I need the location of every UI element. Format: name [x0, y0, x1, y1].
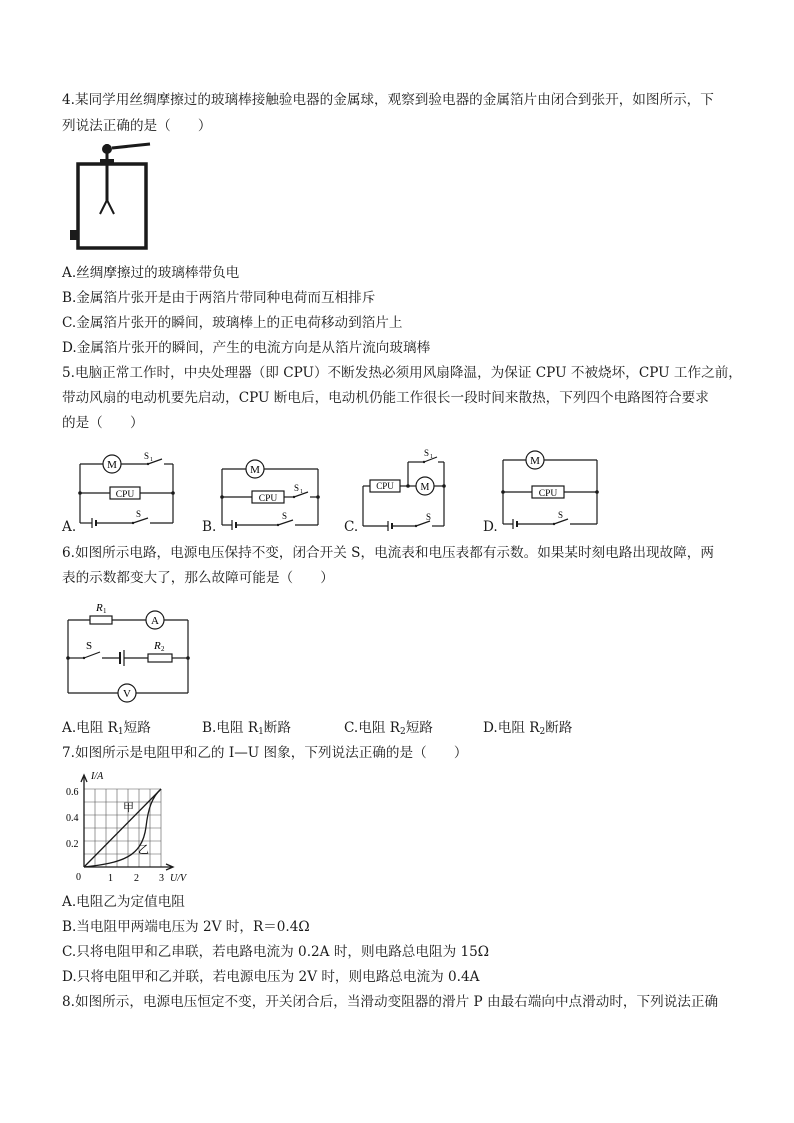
- x-tick-1: 1: [108, 873, 113, 884]
- motor-label: M: [420, 482, 430, 493]
- r2-subscript: 2: [161, 645, 165, 653]
- cpu-label: CPU: [376, 481, 394, 491]
- switch-s-label: S: [136, 509, 142, 519]
- y-axis-label: I/A: [91, 771, 104, 782]
- q5-option-a-label: A.: [62, 519, 77, 535]
- x-tick-3: 3: [159, 873, 164, 884]
- circuit-d: [500, 444, 602, 534]
- q4-option-a: A.丝绸摩擦过的玻璃棒带负电: [62, 265, 240, 281]
- q8-stem-line1: 8.如图所示，电源电压恒定不变，开关闭合后，当滑动变阻器的滑片 P 由最右端向中点滑动时，下列说法正确: [62, 994, 719, 1010]
- switch-s1-label: S: [424, 448, 430, 458]
- q7-option-d: D.只将电阻甲和乙并联，若电源电压为 2V 时，则电路总电流为 0.4A: [62, 969, 480, 985]
- q5-stem-line2: 带动风扇的电动机要先启动，CPU 断电后，电动机仍能工作很长一段时间来散热，下列四个电路图符合要求: [62, 390, 709, 406]
- q4-option-b: B.金属箔片张开是由于两箔片带同种电荷而互相排斥: [62, 290, 376, 306]
- switch-s1-label: S: [144, 451, 150, 461]
- switch-s1-label: S: [294, 483, 300, 493]
- label-yi: 乙: [138, 843, 149, 856]
- electroscope-figure: [66, 140, 156, 255]
- q5-option-c-label: C.: [344, 519, 359, 535]
- circuit-q6: [62, 598, 197, 708]
- q6-stem-line2: 表的示数都变大了，那么故障可能是（ ）: [62, 570, 334, 586]
- q6-stem-line1: 6.如图所示电路，电源电压保持不变，闭合开关 S，电流表和电压表都有示数。如果某时刻电路出现故障，两: [62, 545, 714, 561]
- q7-option-b: B.当电阻甲两端电压为 2V 时，R＝0.4Ω: [62, 919, 310, 935]
- q6-option-a: A.电阻 $R_1$短路: [62, 720, 151, 737]
- motor-label: M: [530, 455, 540, 467]
- r1-label: R: [96, 602, 103, 614]
- switch-s-label: S: [558, 510, 564, 520]
- ammeter-label: A: [151, 615, 159, 627]
- q7-stem: 7.如图所示是电阻甲和乙的 I—U 图象，下列说法正确的是（ ）: [62, 745, 468, 761]
- cpu-label: CPU: [258, 494, 278, 504]
- switch-s-label: S: [282, 511, 288, 521]
- q5-option-b-label: B.: [202, 519, 217, 535]
- y-tick-0-4: 0.4: [66, 813, 79, 824]
- q4-option-c: C.金属箔片张开的瞬间，玻璃棒上的正电荷移动到箔片上: [62, 315, 403, 331]
- q4-stem-line2: 列说法正确的是（ ）: [62, 118, 212, 134]
- switch-s1-subscript: 1: [430, 454, 433, 460]
- x-tick-2: 2: [134, 873, 139, 884]
- circuit-b: [220, 455, 320, 535]
- q5-option-d-label: D.: [483, 519, 498, 535]
- cpu-label: CPU: [115, 490, 135, 500]
- y-tick-0-6: 0.6: [66, 787, 79, 798]
- q7-option-c: C.只将电阻甲和乙串联，若电路电流为 0.2A 时，则电路总电阻为 15Ω: [62, 944, 490, 960]
- y-tick-0-2: 0.2: [66, 839, 79, 850]
- q6-option-c: C.电阻 $R_2$短路: [344, 720, 433, 737]
- switch-s1-subscript: 1: [150, 457, 153, 463]
- x-axis-label: U/V: [170, 873, 187, 884]
- q6-option-d: D.电阻 $R_2$断路: [483, 720, 573, 737]
- switch-s1-subscript: 1: [300, 489, 303, 495]
- circuit-a: [78, 448, 178, 533]
- origin-label: 0: [76, 872, 81, 883]
- q5-stem-line3: 的是（ ）: [62, 415, 144, 431]
- label-jia: 甲: [123, 801, 134, 814]
- q7-option-a: A.电阻乙为定值电阻: [62, 894, 185, 910]
- q4-option-d: D.金属箔片张开的瞬间，产生的电流方向是从箔片流向玻璃棒: [62, 340, 431, 356]
- switch-label: S: [86, 640, 93, 652]
- cpu-label: CPU: [538, 489, 558, 499]
- motor-label: M: [250, 464, 260, 476]
- r2-label: R: [154, 640, 161, 652]
- switch-s-label: S: [426, 512, 432, 522]
- voltmeter-label: V: [123, 688, 131, 700]
- r1-subscript: 1: [103, 607, 107, 615]
- iu-graph: [62, 767, 197, 889]
- q4-stem-line1: 4.某同学用丝绸摩擦过的玻璃棒接触验电器的金属球，观察到验电器的金属箔片由闭合到张开，如图所示，下: [62, 92, 714, 108]
- q6-option-b: B.电阻 $R_1$断路: [202, 720, 291, 737]
- motor-label: M: [107, 459, 117, 471]
- q5-stem-line1: 5.电脑正常工作时，中央处理器（即 CPU）不断发热必须用风扇降温，为保证 CPU 不被烧坏，CPU 工作之前，: [62, 365, 742, 381]
- circuit-c: [360, 446, 460, 536]
